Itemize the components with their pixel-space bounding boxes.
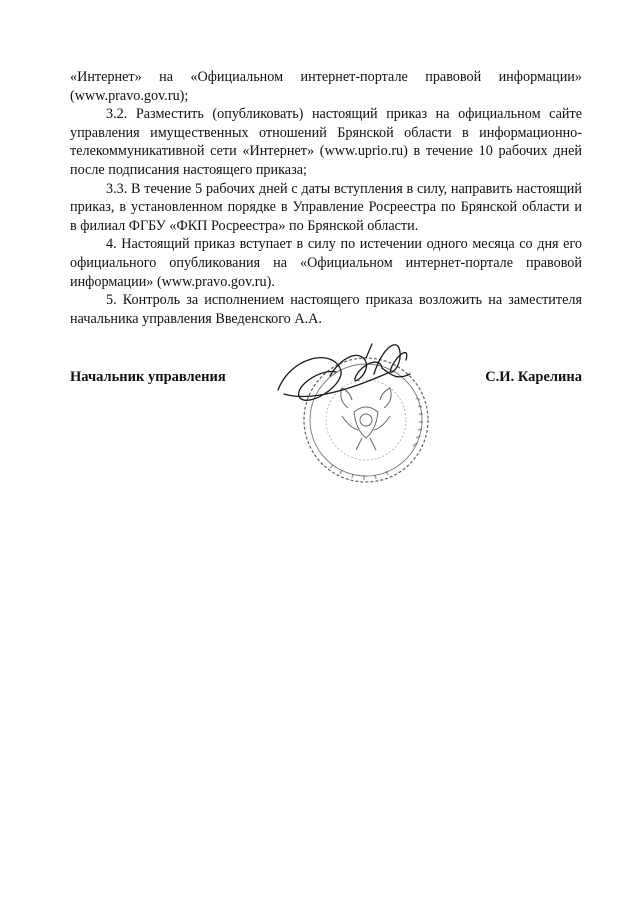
signatory-position: Начальник управления — [70, 369, 226, 385]
body-line: 3.2. Разместить (опубликовать) настоящий приказ на официальном сайте — [106, 106, 582, 123]
body-line: «Интернет» на «Официальном интернет-портале правовой информации» — [70, 69, 582, 85]
body-line: в филиал ФГБУ «ФКП Росреестра» по Брянской области. — [70, 217, 419, 234]
body-line: телекоммуникативной сети «Интернет» (www.uprio.ru) в течение 10 рабочих дней — [70, 143, 582, 160]
official-stamp-with-signature — [270, 328, 440, 486]
body-line: начальника управления Введенского А.А. — [70, 310, 322, 327]
body-line: 3.3. В течение 5 рабочих дней с даты вступления в силу, направить настоящий — [106, 180, 582, 197]
body-line: после подписания настоящего приказа; — [70, 161, 307, 178]
body-line: 5. Контроль за исполнением настоящего приказа возложить на заместителя — [106, 292, 582, 309]
stamp-signature-graphic — [270, 328, 440, 486]
body-line: (www.pravo.gov.ru); — [70, 87, 189, 104]
body-line: управления имущественных отношений Брянской области в информационно- — [70, 124, 582, 141]
body-line: информации» (www.pravo.gov.ru). — [70, 273, 275, 290]
signatory-name: С.И. Карелина — [485, 369, 582, 385]
signature-block — [70, 369, 582, 391]
document-body — [70, 68, 582, 328]
body-line: 4. Настоящий приказ вступает в силу по истечении одного месяца со дня его — [106, 236, 582, 253]
body-line: официального опубликования на «Официальном интернет-портале правовой — [70, 254, 582, 271]
body-line: приказ, в установленном порядке в Управление Росреестра по Брянской области и — [70, 199, 582, 216]
